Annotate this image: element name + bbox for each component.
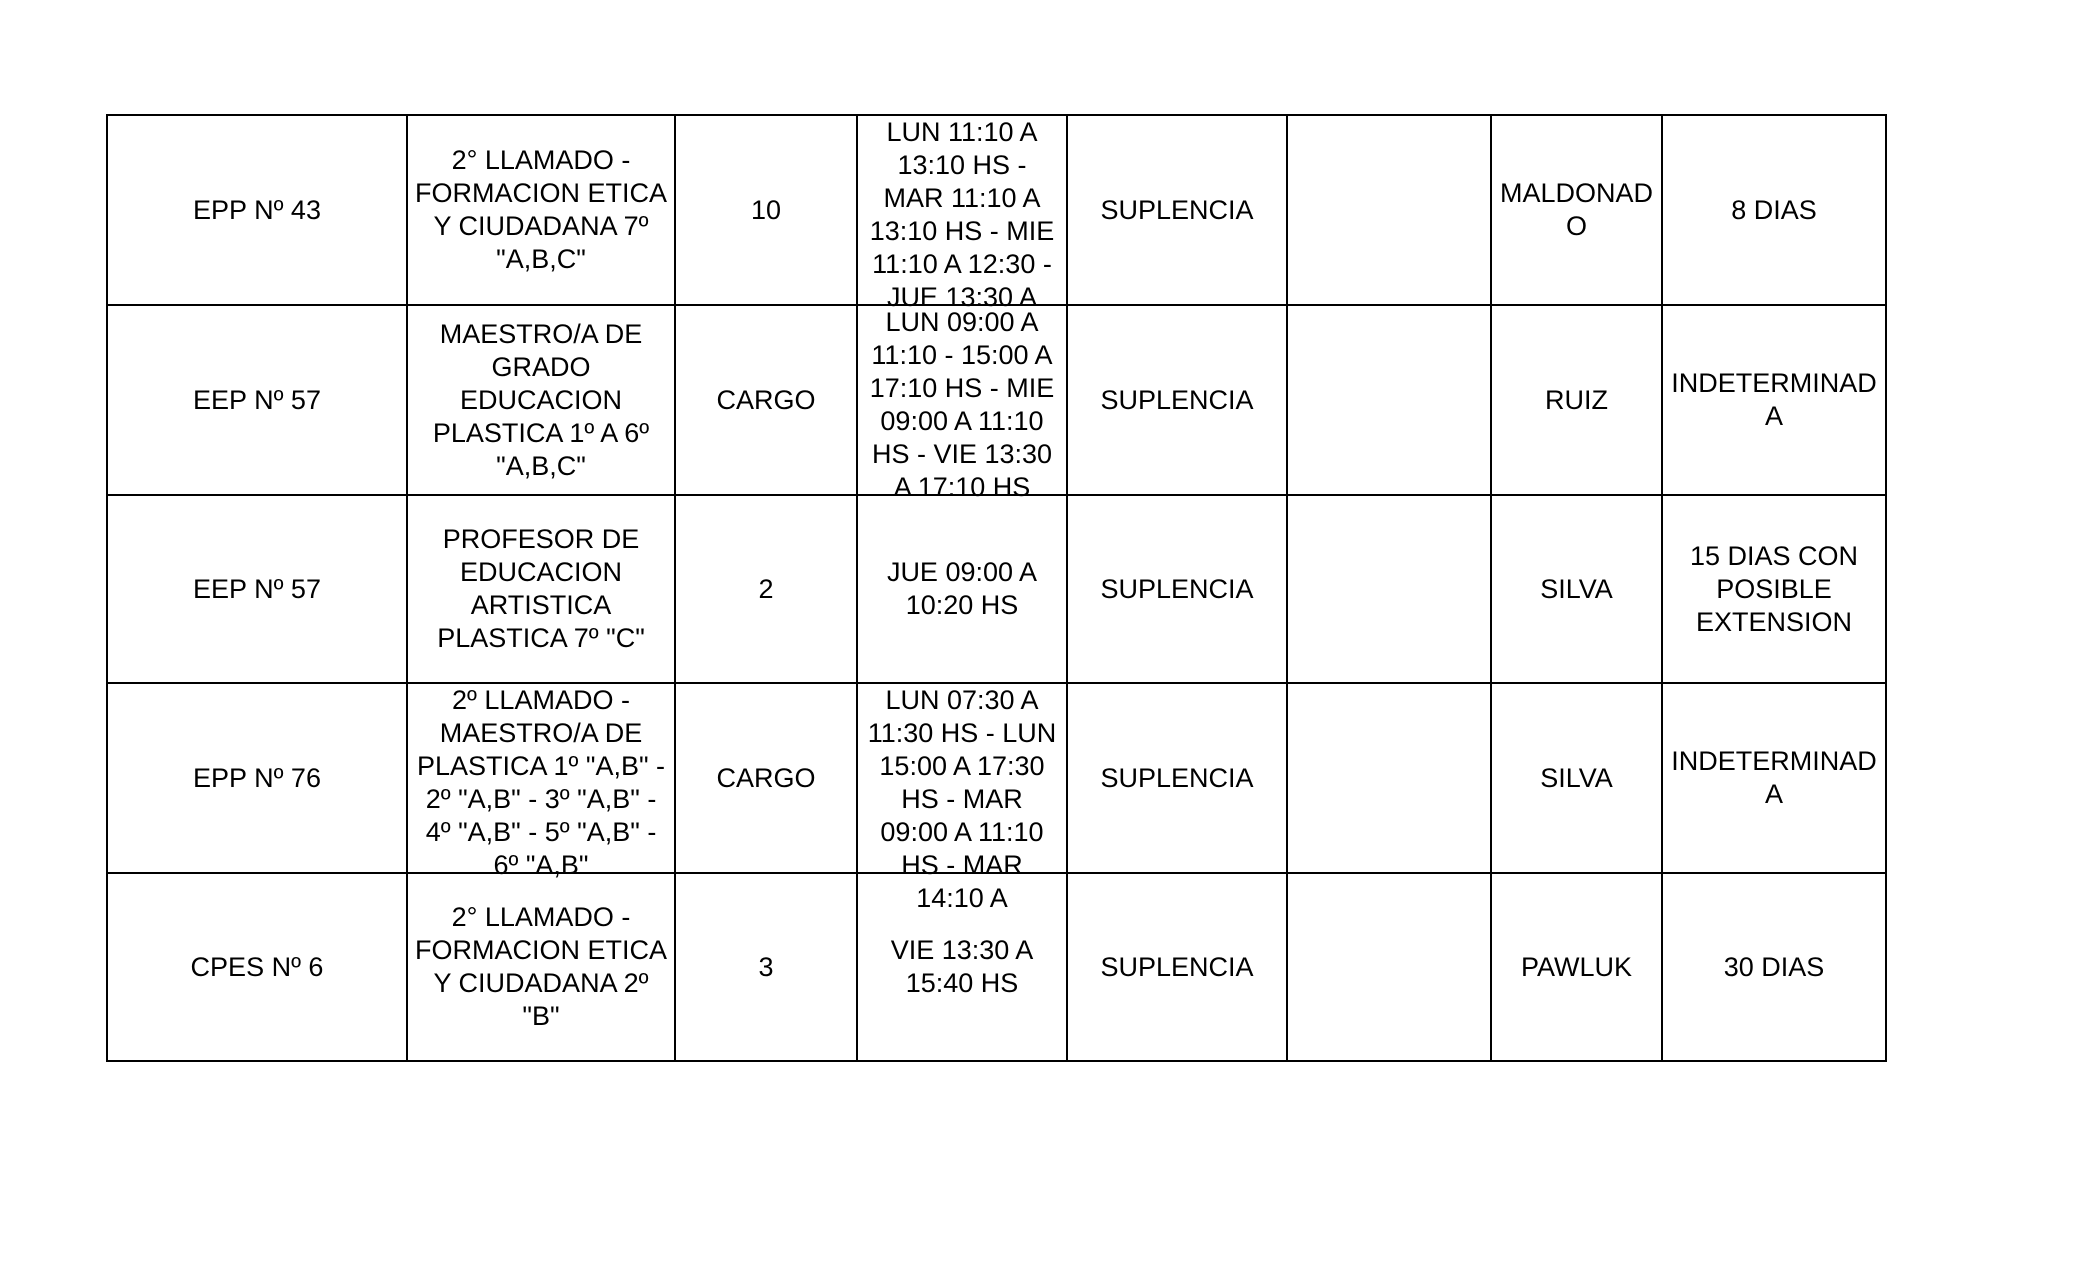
type-text: SUPLENCIA (1100, 573, 1254, 604)
position-text: 2º LLAMADO - MAESTRO/A DE PLASTICA 1º "A,B" - 2º "A,B" - 3º "A,B" - 4º "A,B" - 5º "A,B" - 6º "A,B" (416, 685, 666, 880)
school-cell (107, 683, 407, 873)
position-cell (407, 495, 675, 683)
empty-cell (1287, 305, 1491, 495)
duration-text: 30 DIAS (1723, 951, 1825, 982)
type-cell (1067, 305, 1287, 495)
school-cell (107, 873, 407, 1061)
school-cell (107, 495, 407, 683)
type-cell (1067, 873, 1287, 1061)
hours-text: CARGO (716, 384, 816, 415)
schedule-text: LUN 09:00 A 11:10 - 15:00 A 17:10 HS - MIE 09:00 A 11:10 HS - VIE 13:30 A 17:10 HS (869, 307, 1055, 502)
schedule-text: VIE 13:30 A 15:40 HS (890, 935, 1034, 998)
surname-text: RUIZ (1545, 384, 1608, 415)
duration-cell (1662, 873, 1886, 1061)
type-cell (1067, 683, 1287, 873)
vacancy-table-container (106, 114, 1887, 1062)
school-text: EEP Nº 57 (193, 573, 321, 604)
position-cell (407, 683, 675, 880)
type-text: SUPLENCIA (1100, 951, 1254, 982)
type-text: SUPLENCIA (1100, 194, 1254, 225)
position-cell (407, 305, 675, 495)
surname-text: SILVA (1540, 762, 1613, 793)
duration-cell (1662, 305, 1886, 495)
position-cell (407, 115, 675, 305)
duration-text: INDETERMINADA (1671, 746, 1877, 809)
duration-cell (1662, 683, 1886, 873)
type-cell (1067, 495, 1287, 683)
hours-cell (675, 495, 857, 683)
table-row (107, 115, 1886, 305)
duration-text: 8 DIAS (1731, 194, 1817, 225)
schedule-text: LUN 11:10 A 13:10 HS - MAR 11:10 A 13:10 HS - MIE 11:10 A 12:30 - JUE 13:30 A (869, 117, 1055, 312)
type-text: SUPLENCIA (1100, 762, 1254, 793)
duration-text: 15 DIAS CON POSIBLE EXTENSION (1689, 540, 1859, 637)
table-row (107, 305, 1886, 495)
school-text: EEP Nº 57 (193, 384, 321, 415)
position-text: 2° LLAMADO - FORMACION ETICA Y CIUDADANA 7º "A,B,C" (414, 145, 667, 274)
vacancy-table (106, 114, 1887, 1062)
schedule-text: JUE 09:00 A 10:20 HS (886, 557, 1038, 620)
position-cell (407, 873, 675, 1061)
hours-cell (675, 115, 857, 305)
surname-cell (1491, 873, 1662, 1061)
schedule-cell (857, 683, 1067, 913)
school-cell (107, 305, 407, 495)
position-text: 2° LLAMADO - FORMACION ETICA Y CIUDADANA 2º "B" (414, 902, 667, 1031)
schedule-cell (857, 305, 1067, 502)
empty-cell (1287, 683, 1491, 873)
duration-cell (1662, 115, 1886, 305)
surname-text: MALDONADO (1499, 178, 1654, 241)
hours-text: CARGO (716, 762, 816, 793)
type-cell (1067, 115, 1287, 305)
school-cell (107, 115, 407, 305)
schedule-cell (857, 115, 1067, 312)
empty-cell (1287, 873, 1491, 1061)
table-row (107, 683, 1886, 873)
type-text: SUPLENCIA (1100, 384, 1254, 415)
schedule-text: LUN 07:30 A 11:30 HS - LUN 15:00 A 17:30 HS - MAR 09:00 A 11:10 HS - MAR 14:10 A (867, 685, 1057, 913)
position-text: MAESTRO/A DE GRADO EDUCACION PLASTICA 1º A 6º "A,B,C" (432, 318, 650, 481)
surname-text: PAWLUK (1520, 951, 1633, 982)
hours-cell (675, 305, 857, 495)
hours-cell (675, 683, 857, 873)
empty-cell (1287, 495, 1491, 683)
table-row (107, 495, 1886, 683)
position-text: PROFESOR DE EDUCACION ARTISTICA PLASTICA 7º "C" (437, 524, 645, 653)
hours-text: 3 (758, 951, 774, 982)
school-text: EPP Nº 43 (193, 194, 321, 225)
duration-text: INDETERMINADA (1671, 368, 1877, 431)
schedule-cell (857, 495, 1067, 683)
surname-cell (1491, 305, 1662, 495)
surname-cell (1491, 115, 1662, 305)
school-text: EPP Nº 76 (193, 762, 321, 793)
hours-cell (675, 873, 857, 1061)
hours-text: 10 (750, 194, 782, 225)
school-text: CPES Nº 6 (190, 951, 324, 982)
surname-text: SILVA (1540, 573, 1613, 604)
hours-text: 2 (758, 573, 774, 604)
empty-cell (1287, 115, 1491, 305)
duration-cell (1662, 495, 1886, 683)
surname-cell (1491, 683, 1662, 873)
surname-cell (1491, 495, 1662, 683)
